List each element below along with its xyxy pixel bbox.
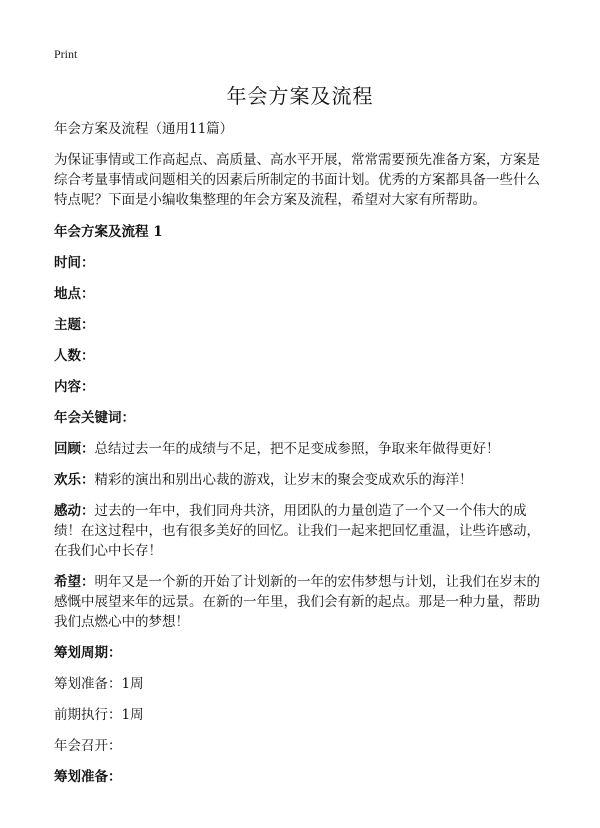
keyword-term: 感动： (54, 503, 95, 519)
field-time: 时间： (54, 255, 95, 271)
keyword-term: 回顾： (54, 441, 95, 457)
keyword-text: 明年又是一个新的开始了计划新的一年的宏伟梦想与计划，让我们在岁末的感慨中展望来年的远景。在新的一年里，我们会有新的起点。那是一种力量，帮助我们点燃心中的梦想！ (54, 574, 540, 630)
field-content: 内容： (54, 379, 95, 395)
keyword-text: 精彩的演出和别出心裁的游戏，让岁末的聚会变成欢乐的海洋！ (94, 472, 473, 488)
field-place: 地点： (54, 286, 95, 302)
keyword-paragraph (54, 470, 552, 490)
print-link[interactable]: Print (54, 47, 78, 61)
cycle-heading: 筹划周期： (54, 645, 122, 661)
field-theme: 主题： (54, 317, 95, 333)
keyword-text: 过去的一年中，我们同舟共济，用团队的力量创造了一个又一个伟大的成绩！在这过程中，也有很多美好的回忆。让我们一起来把回忆重温，让些许感动，在我们心中长存！ (54, 503, 540, 559)
keyword-paragraph (54, 572, 552, 632)
field-people: 人数： (54, 348, 95, 364)
subtitle: 年会方案及流程（通用11篇） (54, 121, 234, 137)
document-body (54, 119, 552, 798)
keywords-heading: 年会关键词： (54, 410, 135, 426)
section-heading: 年会方案及流程 1 (54, 224, 163, 240)
keyword-text: 总结过去一年的成绩与不足，把不足变成参照，争取来年做得更好！ (94, 441, 500, 457)
prep-heading: 筹划准备： (54, 769, 122, 785)
page-title: 年会方案及流程 (226, 84, 374, 108)
keyword-paragraph (54, 439, 552, 459)
keyword-term: 希望： (54, 574, 95, 590)
cycle-item: 年会召开： (54, 738, 122, 754)
intro-paragraph: 为保证事情或工作高起点、高质量、高水平开展，常常需要预先准备方案，方案是综合考量事情或问题相关的因素后所制定的书面计划。优秀的方案都具备一些什么特点呢？下面是小编收集整理的年会方案及流程，希望对大家有所帮助。 (54, 152, 540, 208)
cycle-item: 前期执行：1周 (54, 707, 144, 723)
cycle-item: 筹划准备：1周 (54, 676, 144, 692)
keyword-term: 欢乐： (54, 472, 95, 488)
keyword-paragraph (54, 501, 552, 561)
